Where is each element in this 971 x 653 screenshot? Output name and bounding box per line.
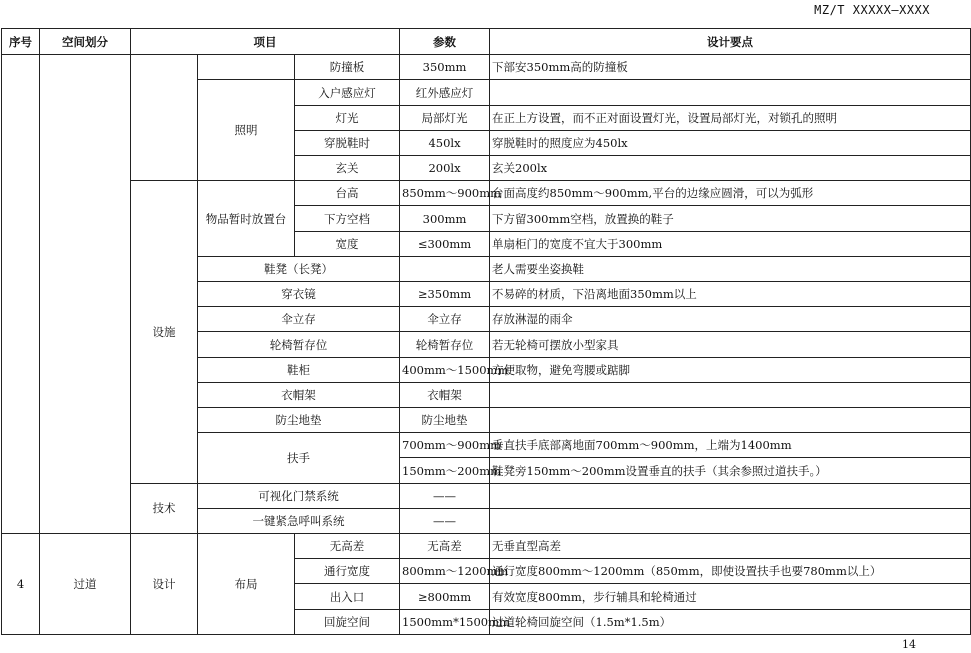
point-cell: 玄关200lx: [490, 156, 971, 181]
param-cell: 伞立存: [400, 307, 490, 332]
point-cell: 若无轮椅可摆放小型家具: [490, 332, 971, 357]
point-cell: 有效宽度800mm，步行辅具和轮椅通过: [490, 584, 971, 609]
col-header-point: 设计要点: [490, 29, 971, 55]
point-cell: [490, 408, 971, 433]
category-design: 设计: [131, 534, 198, 635]
point-cell: 鞋凳旁150mm～200mm设置垂直的扶手（其余参照过道扶手。）: [490, 458, 971, 483]
col-header-item: 项目: [131, 29, 400, 55]
subcategory-lighting: 照明: [198, 80, 295, 181]
param-cell: ——: [400, 483, 490, 508]
item-cell: 轮椅暂存位: [198, 332, 400, 357]
category-cell-blank: [131, 55, 198, 181]
param-cell: ≥800mm: [400, 584, 490, 609]
point-cell: 方便取物，避免弯腰或踮脚: [490, 357, 971, 382]
point-cell: 在正上方设置，而不正对面设置灯光，设置局部灯光，对锁孔的照明: [490, 105, 971, 130]
item-cell: 入户感应灯: [295, 80, 400, 105]
item-cell: 下方空档: [295, 206, 400, 231]
param-cell: 200lx: [400, 156, 490, 181]
category-facility: 设施: [131, 181, 198, 483]
param-cell: 150mm～200mm: [400, 458, 490, 483]
point-cell: 穿脱鞋时的照度应为450lx: [490, 130, 971, 155]
point-cell: 垂直扶手底部离地面700mm～900mm，上端为1400mm: [490, 433, 971, 458]
point-cell: 无垂直型高差: [490, 534, 971, 559]
point-cell: [490, 483, 971, 508]
space-passage: 过道: [40, 534, 131, 635]
table-row: [2, 534, 971, 559]
item-cell: 无高差: [295, 534, 400, 559]
col-header-space: 空间划分: [40, 29, 131, 55]
subcategory-layout: 布局: [198, 534, 295, 635]
param-cell: 局部灯光: [400, 105, 490, 130]
item-cell: 通行宽度: [295, 559, 400, 584]
point-cell: 下部安350mm高的防撞板: [490, 55, 971, 80]
table-row: [2, 181, 971, 206]
item-cell: 台高: [295, 181, 400, 206]
document-code: MZ/T XXXXX—XXXX: [814, 3, 930, 17]
item-cell: 出入口: [295, 584, 400, 609]
param-cell: 红外感应灯: [400, 80, 490, 105]
item-cell: 宽度: [295, 231, 400, 256]
param-cell: ≥350mm: [400, 282, 490, 307]
param-cell: ——: [400, 508, 490, 533]
item-cell: 穿衣镜: [198, 282, 400, 307]
item-cell: 灯光: [295, 105, 400, 130]
point-cell: 不易碎的材质，下沿离地面350mm以上: [490, 282, 971, 307]
item-cell: 防尘地垫: [198, 408, 400, 433]
table-row: [2, 55, 971, 80]
page-number: 14: [902, 638, 916, 651]
param-cell: [400, 256, 490, 281]
point-cell: [490, 382, 971, 407]
design-spec-table: [1, 28, 971, 635]
category-technology: 技术: [131, 483, 198, 533]
item-cell: 衣帽架: [198, 382, 400, 407]
point-cell: 存放淋湿的雨伞: [490, 307, 971, 332]
item-cell-handrail: 扶手: [198, 433, 400, 483]
item-cell: 一键紧急呼叫系统: [198, 508, 400, 533]
param-cell: ≤300mm: [400, 231, 490, 256]
param-cell: 800mm～1200mm: [400, 559, 490, 584]
item-cell: 可视化门禁系统: [198, 483, 400, 508]
point-cell: [490, 508, 971, 533]
param-cell: 400mm～1500mm: [400, 357, 490, 382]
space-cell-blank: [40, 55, 131, 534]
item-cell: 鞋凳（长凳）: [198, 256, 400, 281]
item-cell: 伞立存: [198, 307, 400, 332]
param-cell: 300mm: [400, 206, 490, 231]
item-cell: 鞋柜: [198, 357, 400, 382]
point-cell: 老人需要坐姿换鞋: [490, 256, 971, 281]
item-cell: 穿脱鞋时: [295, 130, 400, 155]
item-cell: 防撞板: [295, 55, 400, 80]
col-header-param: 参数: [400, 29, 490, 55]
index-cell: 4: [2, 534, 40, 635]
point-cell: 下方留300mm空档，放置换的鞋子: [490, 206, 971, 231]
param-cell: 1500mm*1500mm: [400, 609, 490, 634]
table-header-row: [2, 29, 971, 55]
subcategory-cell-blank: [198, 55, 295, 80]
param-cell: 防尘地垫: [400, 408, 490, 433]
param-cell: 850mm～900mm: [400, 181, 490, 206]
point-cell: 过道轮椅回旋空间（1.5m*1.5m）: [490, 609, 971, 634]
item-cell: 回旋空间: [295, 609, 400, 634]
param-cell: 轮椅暂存位: [400, 332, 490, 357]
col-header-index: 序号: [2, 29, 40, 55]
param-cell: 无高差: [400, 534, 490, 559]
table-row: [2, 483, 971, 508]
point-cell: 通行宽度800mm～1200mm（850mm，即使设置扶手也要780mm以上）: [490, 559, 971, 584]
point-cell: 台面高度约850mm～900mm,平台的边缘应圆滑，可以为弧形: [490, 181, 971, 206]
param-cell: 350mm: [400, 55, 490, 80]
index-cell-blank: [2, 55, 40, 534]
param-cell: 450lx: [400, 130, 490, 155]
point-cell: 单扇柜门的宽度不宜大于300mm: [490, 231, 971, 256]
subcategory-temp-shelf: 物品暂时放置台: [198, 181, 295, 257]
param-cell: 700mm～900mm: [400, 433, 490, 458]
point-cell: [490, 80, 971, 105]
item-cell: 玄关: [295, 156, 400, 181]
param-cell: 衣帽架: [400, 382, 490, 407]
